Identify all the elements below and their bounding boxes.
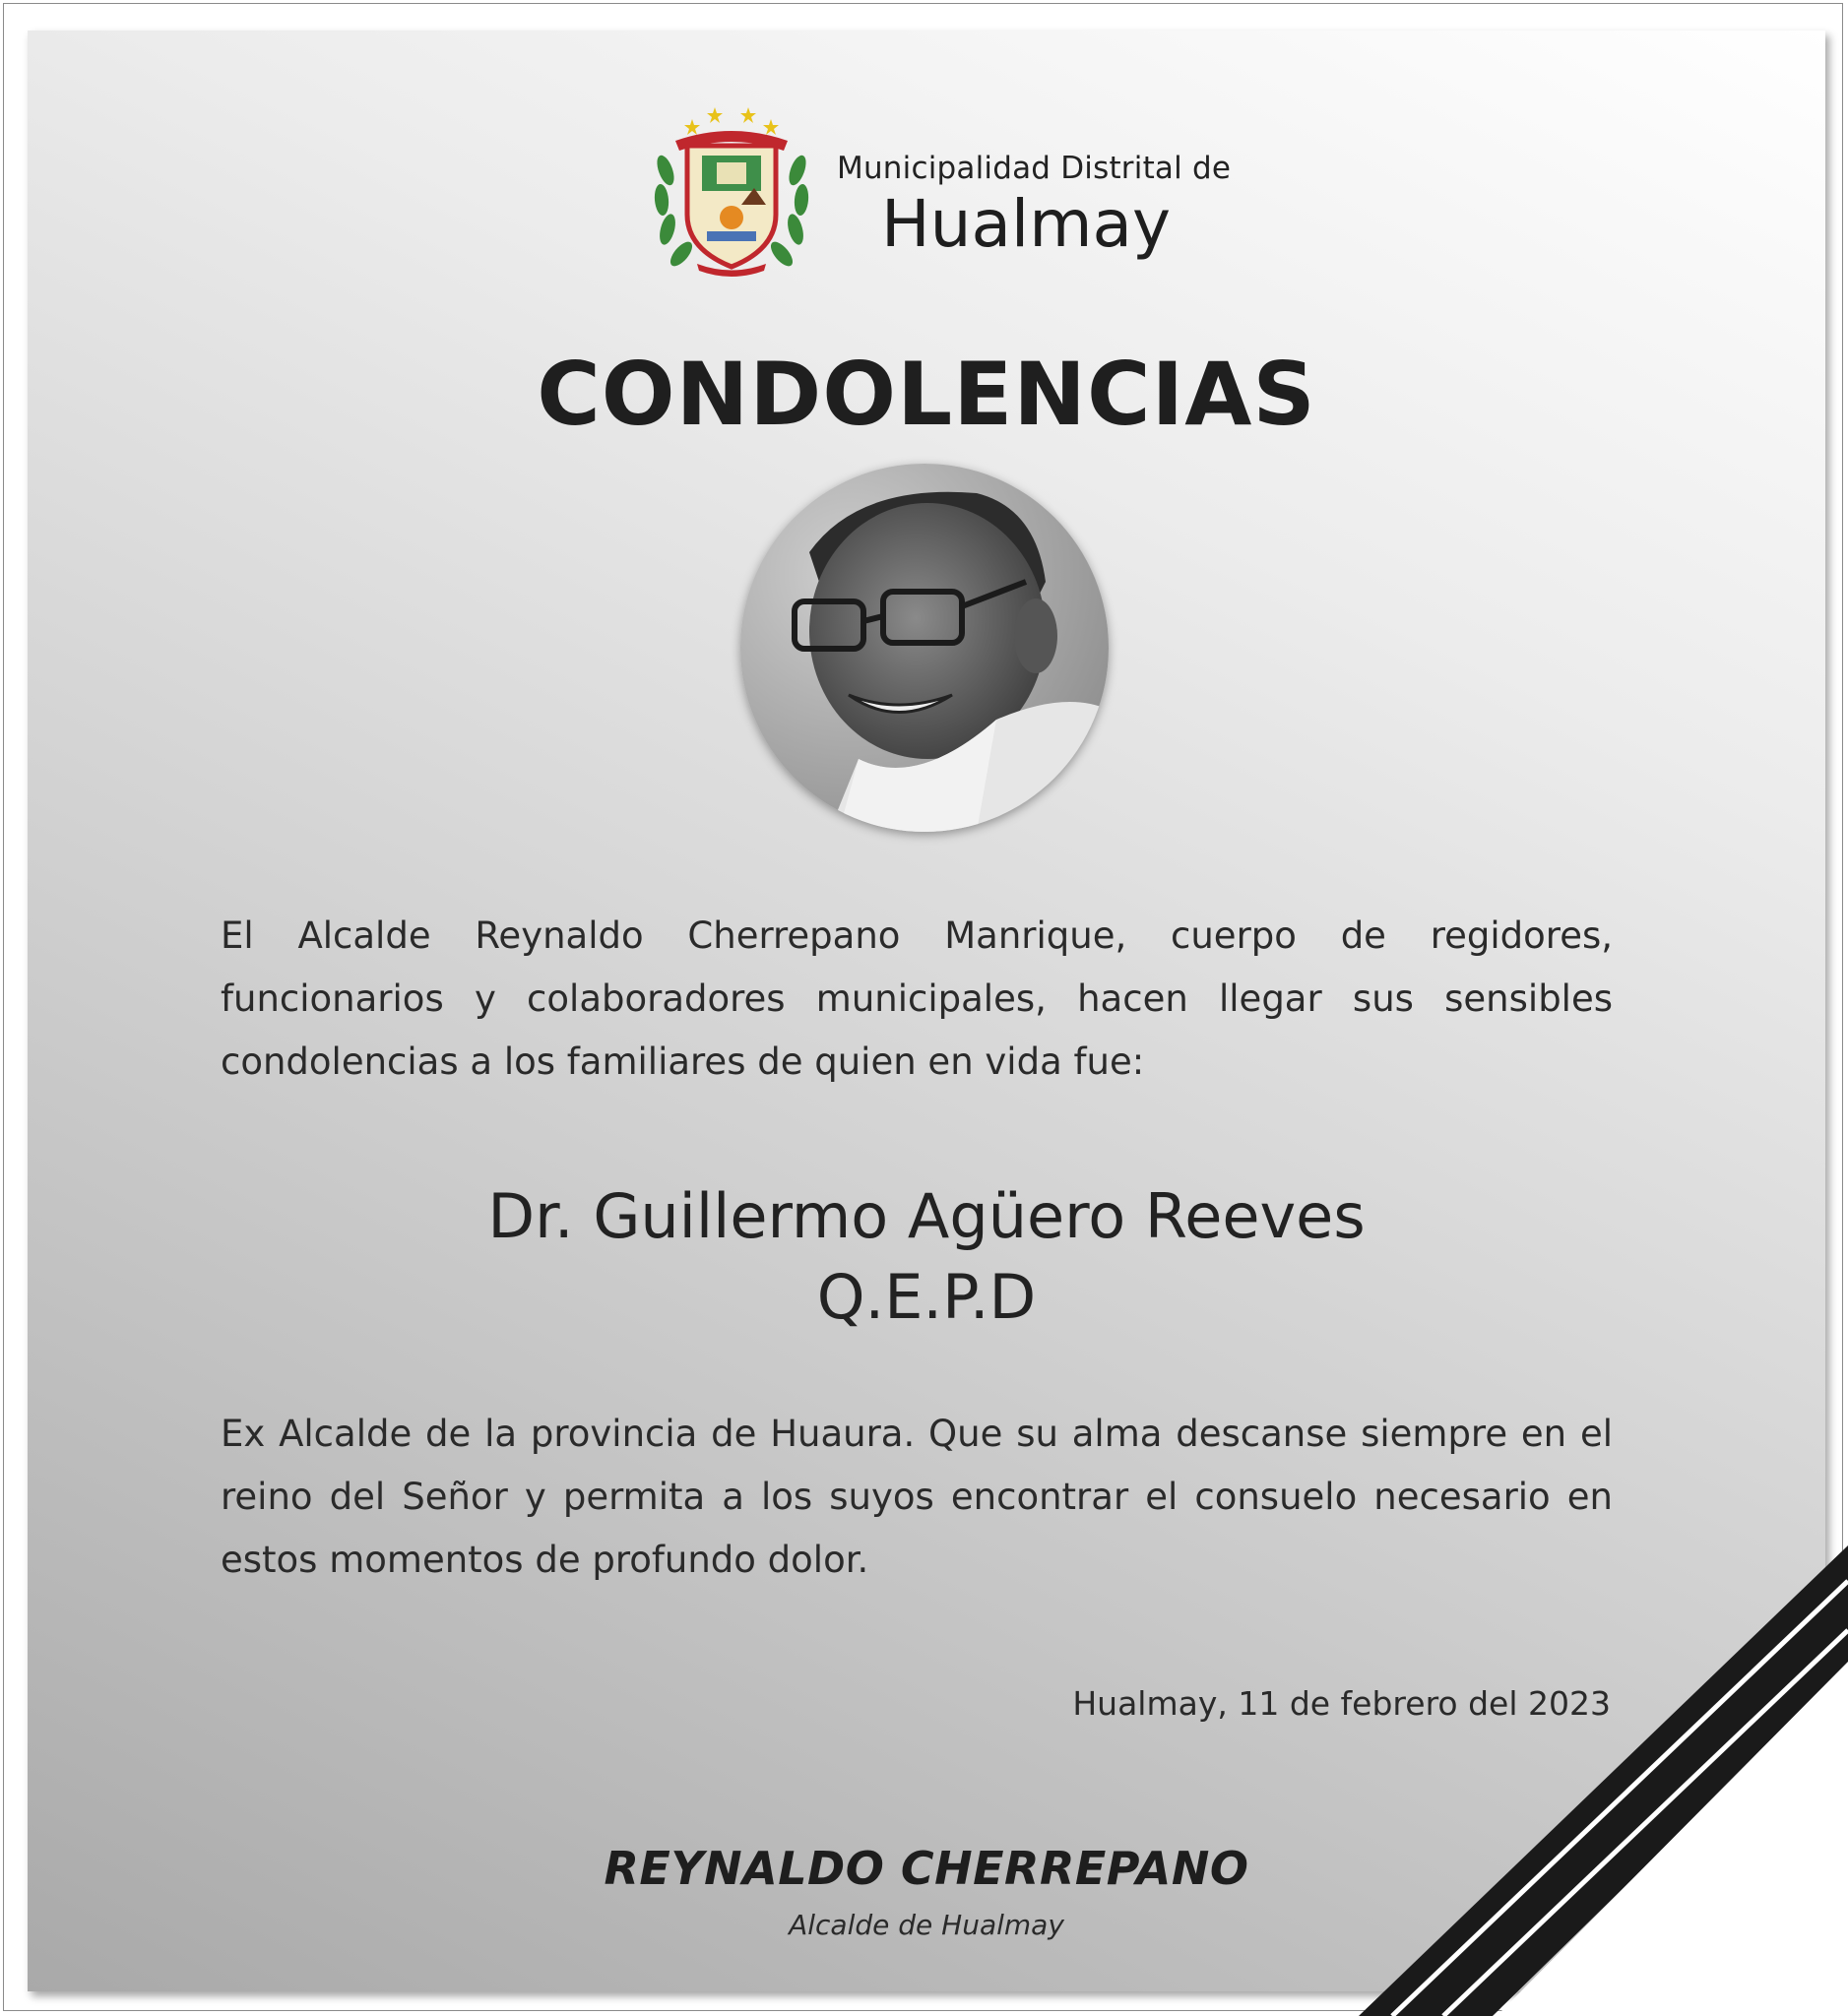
institution-subtitle: Municipalidad Distrital de [837,151,1232,186]
date-line: Hualmay, 11 de febrero del 2023 [1072,1684,1611,1723]
deceased-name: Dr. Guillermo Agüero Reeves [487,1180,1366,1252]
institution-name: Hualmay [881,186,1172,262]
mourning-ribbon [1359,1545,1848,2016]
rip-label: Q.E.P.D [816,1261,1037,1333]
intro-paragraph: El Alcalde Reynaldo Cherrepano Manrique, cuerpo de regidores, funcionarios y colaboradores municipales, hacen llegar sus sensibles condolencias a los familiares de quien en vida fue: [221,914,1613,1083]
signatory-name: REYNALDO CHERREPANO [604,1842,1249,1895]
closing-paragraph: Ex Alcalde de la provincia de Huaura. Que su alma descanse siempre en el reino del Señor y permita a los suyos encontrar el consuelo necesario en estos momentos de profundo dolor. [221,1413,1613,1581]
signatory-role: Alcalde de Hualmay [789,1909,1064,1941]
page-title: CONDOLENCIAS [537,344,1316,445]
municipal-crest-icon [648,101,815,279]
deceased-name-block [28,1176,1825,1338]
portrait-photo [740,464,1109,832]
